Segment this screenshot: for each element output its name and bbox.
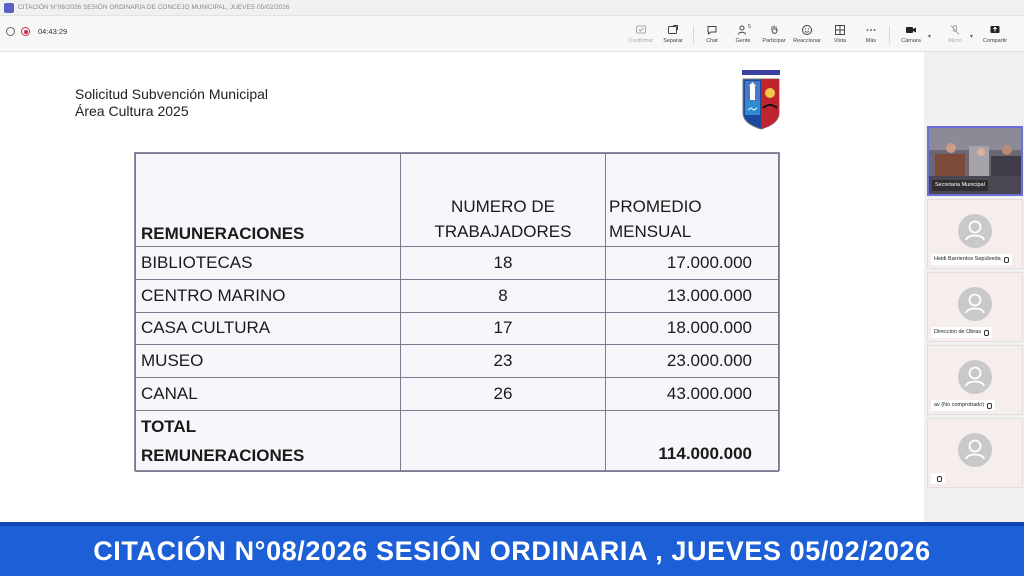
mic-off-icon [1004, 257, 1009, 263]
person-icon [958, 360, 992, 394]
row-name: CASA CULTURA [136, 312, 401, 345]
table-header-row [136, 154, 779, 247]
people-count: 5 [748, 24, 752, 30]
hand-icon [768, 24, 780, 36]
row-workers: 26 [401, 378, 606, 411]
row-name: MUSEO [136, 345, 401, 378]
mic-options-chevron-icon[interactable]: ▾ [970, 34, 974, 40]
table-row [136, 378, 779, 411]
popout-icon [667, 24, 679, 36]
header-remuneraciones: REMUNERACIONES [136, 154, 401, 247]
row-monthly: 23.000.000 [606, 345, 779, 378]
shield-icon [6, 27, 15, 36]
share-icon [989, 24, 1001, 36]
document-subtitle: Área Cultura 2025 [75, 103, 189, 119]
more-button[interactable]: Más [854, 20, 888, 48]
participant-tile-video[interactable] [927, 126, 1023, 196]
participant-tile[interactable] [927, 418, 1023, 488]
row-monthly: 43.000.000 [606, 378, 779, 411]
participants-panel [924, 52, 1024, 522]
mic-button[interactable]: Micro [938, 20, 972, 48]
municipal-crest-logo [742, 70, 780, 130]
participant-tile[interactable] [927, 199, 1023, 269]
person-icon [958, 287, 992, 321]
person-icon [958, 433, 992, 467]
participant-tile[interactable] [927, 345, 1023, 415]
teams-app-icon [4, 3, 14, 13]
recording-icon [21, 27, 30, 36]
participant-name-label: av (No comprobado) [931, 400, 995, 411]
banner-text: CITACIÓN N°08/2026 SESIÓN ORDINARIA , JUEVES 05/02/2026 [93, 535, 931, 566]
camera-icon [905, 24, 917, 36]
toolbar-divider [693, 26, 694, 44]
meeting-timer: 04:43:29 [38, 27, 68, 36]
remuneration-table [134, 152, 780, 471]
mic-off-icon [987, 403, 992, 409]
meeting-toolbar [0, 16, 1024, 52]
view-button[interactable]: Vista [823, 20, 857, 48]
mic-off-icon [949, 24, 961, 36]
header-workers: NUMERO DE TRABAJADORES [401, 154, 606, 247]
table-row [136, 312, 779, 345]
raise-hand-button[interactable]: Participar [757, 20, 791, 48]
table-row [136, 247, 779, 280]
avatar [958, 433, 992, 467]
table-row [136, 345, 779, 378]
people-button[interactable]: 5 Gente [735, 24, 752, 44]
participant-name-label: Direccion de Obras [931, 327, 992, 338]
total-workers [401, 410, 606, 471]
participant-tile[interactable] [927, 272, 1023, 342]
avatar [958, 360, 992, 394]
camera-options-chevron-icon[interactable]: ▾ [928, 34, 932, 40]
meeting-status [6, 27, 67, 36]
confirm-icon [635, 24, 647, 36]
row-monthly: 17.000.000 [606, 247, 779, 280]
row-workers: 8 [401, 279, 606, 312]
row-monthly: 13.000.000 [606, 279, 779, 312]
camera-button[interactable]: Cámara [894, 20, 928, 48]
person-icon [958, 214, 992, 248]
row-workers: 23 [401, 345, 606, 378]
chat-button[interactable]: Chat [695, 20, 729, 48]
total-label: TOTAL REMUNERACIONES [136, 410, 401, 471]
react-button[interactable]: Reaccionar [790, 20, 824, 48]
avatar [958, 214, 992, 248]
row-workers: 17 [401, 312, 606, 345]
mic-off-icon [984, 330, 989, 336]
grid-icon [834, 24, 846, 36]
confirm-button[interactable]: Confirmar [624, 20, 658, 48]
table-row [136, 279, 779, 312]
document-header [75, 86, 268, 120]
row-name: CENTRO MARINO [136, 279, 401, 312]
separate-button[interactable]: Separar [656, 20, 690, 48]
more-icon [865, 24, 877, 36]
header-monthly: PROMEDIO MENSUAL [606, 154, 779, 247]
broadcast-banner [0, 522, 1024, 576]
table-total-row [136, 410, 779, 471]
participant-name-label: Heidi Barrientos Sepúlveda [931, 254, 1012, 265]
share-button[interactable]: Compartir [978, 20, 1012, 48]
row-monthly: 18.000.000 [606, 312, 779, 345]
window-titlebar [0, 0, 1024, 16]
window-title: CITACIÓN N°08/2026 SESIÓN ORDINARIA DE CONCEJO MUNICIPAL, JUEVES 05/02/2026 [18, 4, 290, 11]
total-monthly: 114.000.000 [606, 410, 779, 471]
smiley-icon [801, 24, 813, 36]
mic-off-icon [937, 476, 942, 482]
shared-screen [0, 52, 924, 522]
row-workers: 18 [401, 247, 606, 280]
chat-icon [706, 24, 718, 36]
participant-name-label [931, 473, 945, 484]
document-title: Solicitud Subvención Municipal [75, 86, 268, 102]
row-name: BIBLIOTECAS [136, 247, 401, 280]
toolbar-divider [889, 26, 890, 44]
avatar [958, 287, 992, 321]
participant-name-label: Secretaria Municipal [932, 180, 988, 191]
row-name: CANAL [136, 378, 401, 411]
